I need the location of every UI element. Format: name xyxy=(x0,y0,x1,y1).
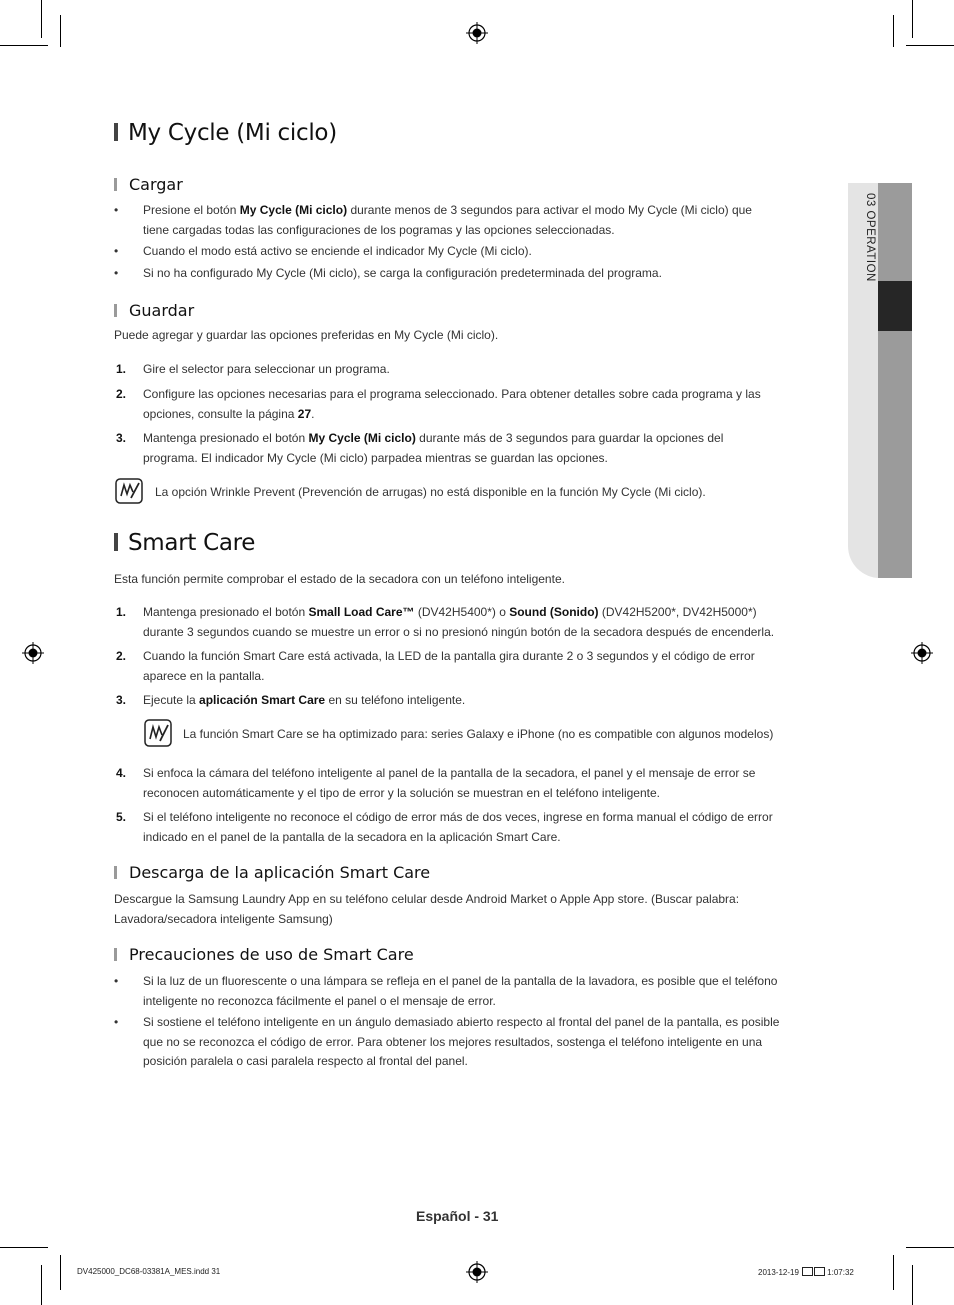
step-number: 2. xyxy=(116,387,127,401)
bullet-dot: • xyxy=(114,974,119,988)
file-name: DV425000_DC68-03381A_MES.indd 31 xyxy=(77,1267,221,1276)
note-text: La opción Wrinkle Prevent (Prevención de arrugas) no está disponible en la función My Cycle (Mi ciclo). xyxy=(155,485,706,499)
subheading-cargar: Cargar xyxy=(114,175,183,194)
print-date: 2013-12-19 1:07:32 xyxy=(758,1268,854,1277)
step-text: Cuando la función Smart Care está activada, la LED de la pantalla gira durante 2 o 3 segundos y el código de error aparece en la pantalla. xyxy=(143,649,755,683)
list-item: Si no ha configurado My Cycle (Mi ciclo), se carga la configuración predeterminada del programa. xyxy=(143,266,662,280)
page-number: Español - 31 xyxy=(416,1208,499,1224)
step-text: Si enfoca la cámara del teléfono inteligente al panel de la pantalla de la secadora, el panel y el mensaje de error se reconocen automáticamente y el tipo de error y la solución se muestran en el teléfono inteligente. xyxy=(143,766,756,800)
step-number: 1. xyxy=(116,605,127,619)
step-number: 4. xyxy=(116,766,127,780)
note-text: La función Smart Care se ha optimizado para: series Galaxy e iPhone (no es compatible con algunos modelos) xyxy=(183,727,774,741)
note-icon xyxy=(144,719,172,747)
bullet-dot: • xyxy=(114,266,119,280)
paragraph: Descargue la Samsung Laundry App en su teléfono celular desde Android Market o Apple App store. (Buscar palabra: Lavadora/secadora inteligente Samsung) xyxy=(114,892,740,926)
section-title-smart-care: Smart Care xyxy=(114,530,255,556)
subheading-descarga: Descarga de la aplicación Smart Care xyxy=(114,863,430,882)
step-text: Mantenga presionado el botón My Cycle (Mi ciclo) durante más de 3 segundos para guardar la opciones del programa. El indicador My Cycle (Mi ciclo) parpadea mientras se guardan las opciones. xyxy=(143,431,724,465)
paragraph: Puede agregar y guardar las opciones preferidas en My Cycle (Mi ciclo). xyxy=(114,328,499,342)
note-icon xyxy=(115,478,143,504)
section-title-my-cycle: My Cycle (Mi ciclo) xyxy=(114,120,337,146)
step-text: Ejecute la aplicación Smart Care en su teléfono inteligente. xyxy=(143,693,466,707)
step-text: Si el teléfono inteligente no reconoce el código de error más de dos veces, ingrese en forma manual el código de error indicado en el panel de la pantalla de la secadora en la aplicación Smart Care. xyxy=(143,810,773,844)
step-text: Gire el selector para seleccionar un programa. xyxy=(143,362,390,376)
registration-mark-icon xyxy=(466,22,488,44)
list-item: Cuando el modo está activo se enciende el indicador My Cycle (Mi ciclo). xyxy=(143,244,532,258)
step-number: 3. xyxy=(116,431,127,445)
registration-mark-icon xyxy=(466,1261,488,1283)
list-item: Si la luz de un fluorescente o una lámpara se refleja en el panel de la pantalla de la lavadora, es posible que el teléfono inteligente no reconozca fácilmente el panel o el mensaje de error. xyxy=(143,974,778,1008)
bullet-dot: • xyxy=(114,244,119,258)
step-text: Mantenga presionado el botón Small Load Care™ (DV42H5400*) o Sound (Sonido) (DV42H5200*, DV42H5000*) durante 3 segundos cuando se muestre un error o si no presionó ningún botón de la secadora después de encenderla. xyxy=(143,605,775,639)
registration-mark-icon xyxy=(22,642,44,664)
bullet-dot: • xyxy=(114,203,119,217)
side-tab-marker xyxy=(878,281,912,331)
side-tab-label: 03 OPERATION xyxy=(864,193,876,282)
list-item: Si sostiene el teléfono inteligente en un ángulo demasiado abierto respecto al frontal del panel de la pantalla, es posible que no se reconozca el código de error. Para obtener los mejores resultados, sostenga el teléfono inteligente en una posición paralela o casi paralela respecto al frontal del panel. xyxy=(143,1015,780,1068)
step-text: Configure las opciones necesarias para el programa seleccionado. Para obtener detalles sobre cada programa y las opciones, consulte la página 27. xyxy=(143,387,761,421)
subheading-precauciones: Precauciones de uso de Smart Care xyxy=(114,945,414,964)
bullet-dot: • xyxy=(114,1015,119,1029)
subheading-guardar: Guardar xyxy=(114,301,194,320)
side-tab-dark xyxy=(878,183,912,578)
list-item: Presione el botón My Cycle (Mi ciclo) durante menos de 3 segundos para activar el modo My Cycle (Mi ciclo) que tiene cargadas todas las configuraciones de los pogramas y las opciones seleccionadas. xyxy=(143,203,752,237)
step-number: 3. xyxy=(116,693,127,707)
step-number: 1. xyxy=(116,362,127,376)
step-number: 5. xyxy=(116,810,127,824)
paragraph: Esta función permite comprobar el estado de la secadora con un teléfono inteligente. xyxy=(114,572,565,586)
registration-mark-icon xyxy=(911,642,933,664)
step-number: 2. xyxy=(116,649,127,663)
